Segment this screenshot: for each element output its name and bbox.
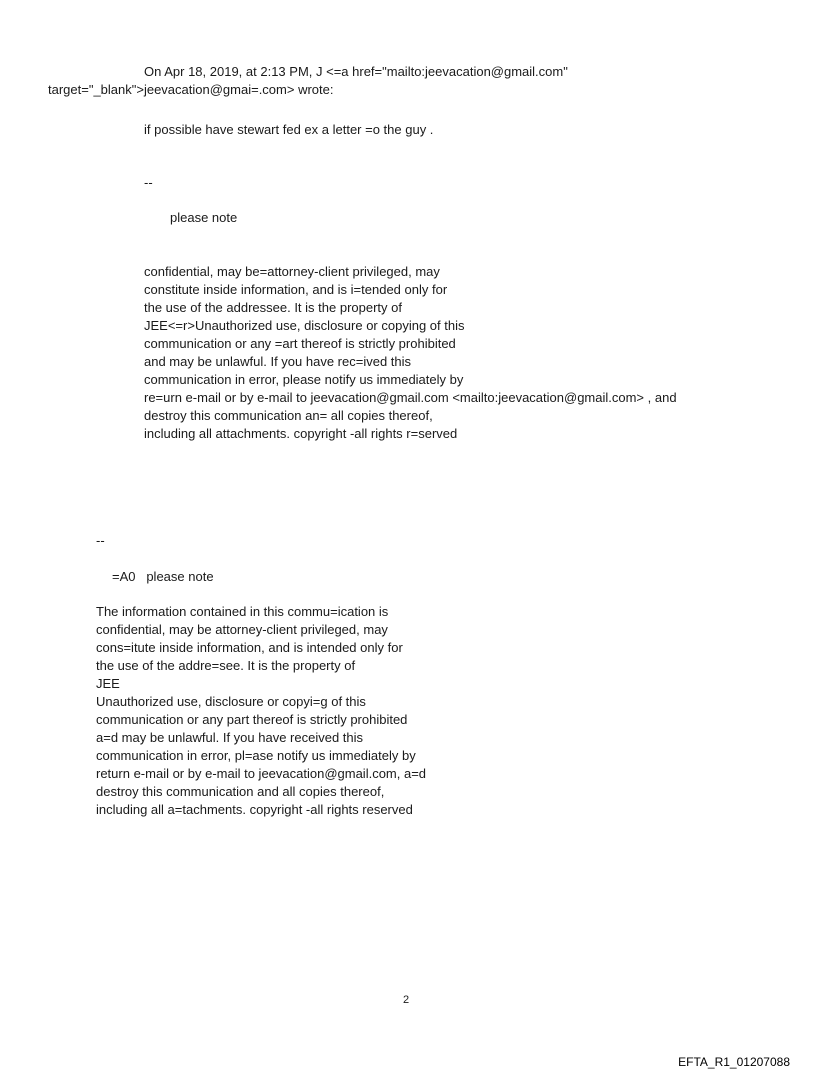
signature-line: including all a=tachments. copyright -all rights reserved xyxy=(96,802,413,817)
disclaimer-line: confidential, may be=attorney-client privileged, may xyxy=(144,264,440,279)
signature-separator: -- xyxy=(96,533,105,548)
signature-line: a=d may be unlawful. If you have received this xyxy=(96,730,364,745)
disclaimer-line: JEE<=r>Unauthorized use, disclosure or copying of this xyxy=(144,318,465,333)
quoted-separator: -- xyxy=(144,175,153,190)
disclaimer-line: the use of the addressee. It is the property of xyxy=(144,300,402,315)
signature-line: communication or any part thereof is strictly prohibited xyxy=(96,712,408,727)
signature-line: the use of the addre=see. It is the property of xyxy=(96,658,356,673)
signature-line: return e-mail or by e-mail to jeevacation@gmail.com, a=d xyxy=(96,766,427,781)
quoted-header-line-2: target="_blank">jeevacation@gmai=.com> wrote: xyxy=(48,82,334,97)
quoted-please-note: please note xyxy=(170,210,238,225)
quoted-header-line-1: On Apr 18, 2019, at 2:13 PM, J <=a href="mailto:jeevacation@gmail.com" xyxy=(144,64,568,79)
signature-please-note: =A0 please note xyxy=(112,569,214,584)
page-number: 2 xyxy=(403,994,410,1006)
document-id: EFTA_R1_01207088 xyxy=(678,1055,790,1069)
signature-line: cons=itute inside information, and is intended only for xyxy=(96,640,403,655)
disclaimer-line: destroy this communication an= all copies thereof, xyxy=(144,408,433,423)
signature-line: destroy this communication and all copies thereof, xyxy=(96,784,385,799)
signature-line: communication in error, pl=ase notify us immediately by xyxy=(96,748,416,763)
disclaimer-line: constitute inside information, and is i=tended only for xyxy=(144,282,448,297)
signature-line: JEE xyxy=(96,676,120,691)
signature-line: Unauthorized use, disclosure or copyi=g of this xyxy=(96,694,366,709)
disclaimer-line: re=urn e-mail or by e-mail to jeevacation@gmail.com <mailto:jeevacation@gmail.com> , and xyxy=(144,390,677,405)
disclaimer-line: including all attachments. copyright -all rights r=served xyxy=(144,426,458,441)
disclaimer-line: communication in error, please notify us immediately by xyxy=(144,372,464,387)
disclaimer-line: communication or any =art thereof is strictly prohibited xyxy=(144,336,456,351)
signature-line: confidential, may be attorney-client privileged, may xyxy=(96,622,388,637)
signature-line: The information contained in this commu=ication is xyxy=(96,604,389,619)
disclaimer-line: and may be unlawful. If you have rec=ived this xyxy=(144,354,412,369)
quoted-message-body: if possible have stewart fed ex a letter =o the guy . xyxy=(144,122,434,137)
